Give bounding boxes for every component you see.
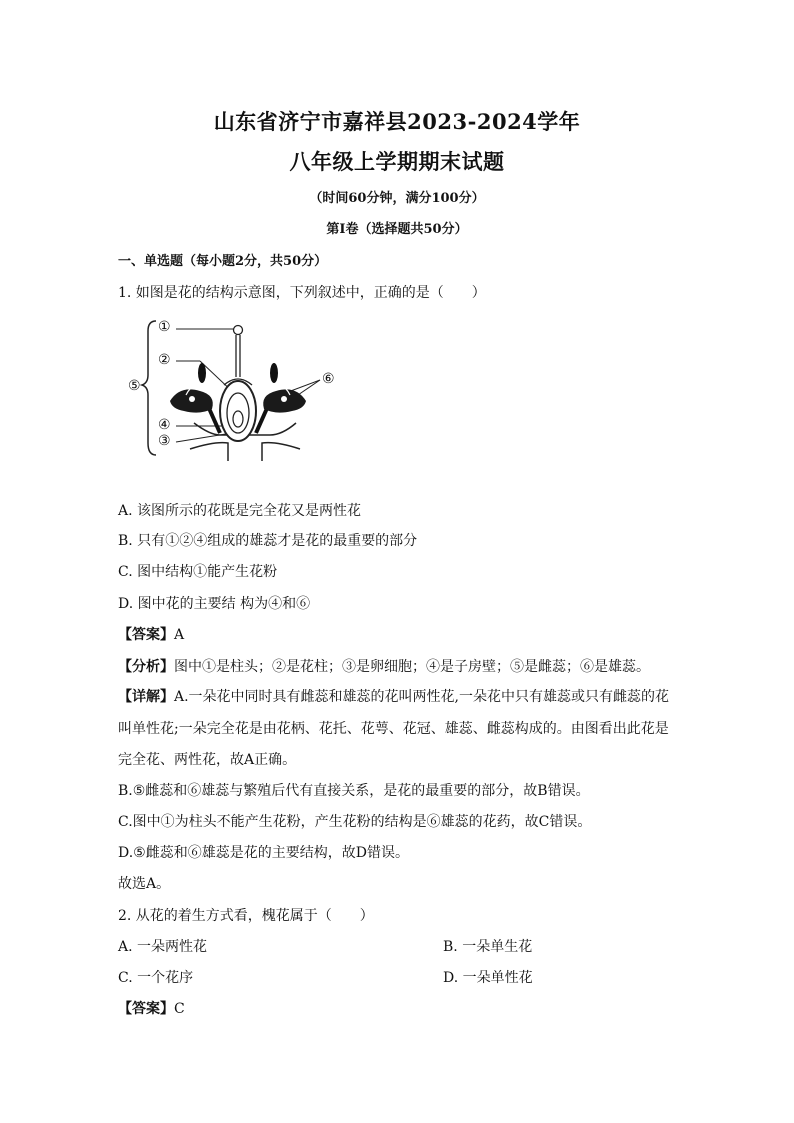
figure-label-5: ⑤: [128, 378, 141, 394]
figure-label-2: ②: [158, 352, 171, 368]
q1-explain-line-3: 完全花、两性花，故A正确。: [118, 752, 297, 768]
explain-label: 【详解】: [118, 689, 174, 705]
q1-explain-line-7: 故选A。: [118, 876, 171, 892]
q2-answer: [118, 998, 185, 1018]
flower-diagram: [120, 315, 350, 465]
section-heading: 一、单选题（每小题2分，共50分）: [118, 254, 328, 269]
q1-option-b: B. 只有①②④组成的雄蕊才是花的最重要的部分: [118, 533, 418, 549]
q1-analysis: [118, 656, 650, 676]
answer-value: A: [174, 627, 185, 643]
q1-option-a: A. 该图所示的花既是完全花又是两性花: [118, 503, 362, 519]
analysis-label: 【分析】: [118, 659, 174, 675]
q2-option-d: D. 一朵单性花: [443, 970, 533, 986]
analysis-text: 图中①是柱头；②是花柱；③是卵细胞；④是子房壁；⑤是雌蕊；⑥是雄蕊。: [174, 659, 650, 675]
q2-answer-value: C: [174, 1001, 185, 1017]
q2-option-c: C. 一个花序: [118, 970, 194, 986]
title-line-2: 八年级上学期期末试题: [289, 149, 505, 174]
q1-option-c: C. 图中结构①能产生花粉: [118, 564, 278, 580]
answer-label: 【答案】: [118, 627, 174, 643]
explain-text: A.一朵花中同时具有雌蕊和雄蕊的花叫两性花,一朵花中只有雄蕊或只有雌蕊的花: [174, 689, 670, 705]
q1-explain-line-6: D.⑤雌蕊和⑥雄蕊是花的主要结构，故D错误。: [118, 845, 409, 861]
figure-label-6: ⑥: [322, 371, 335, 387]
figure-label-4: ④: [158, 417, 171, 433]
q1-explain-line-2: 叫单性花;一朵完全花是由花柄、花托、花萼、花冠、雄蕊、雌蕊构成的。由图看出此花是: [118, 721, 669, 737]
figure-label-3: ③: [158, 433, 171, 449]
q1-explain-line-1: [118, 686, 669, 706]
q1-explain-line-4: B.⑤雌蕊和⑥雄蕊与繁殖后代有直接关系，是花的最重要的部分，故B错误。: [118, 783, 590, 799]
q2-option-a: A. 一朵两性花: [118, 939, 208, 955]
exam-info: （时间60分钟，满分100分）: [309, 191, 485, 206]
title-line-1: 山东省济宁市嘉祥县2023-2024学年: [213, 109, 581, 134]
q1-stem: 1. 如图是花的结构示意图，下列叙述中，正确的是（ ）: [118, 285, 486, 301]
q1-option-d: D. 图中花的主要结 构为④和⑥: [118, 596, 311, 612]
q2-stem: 2. 从花的着生方式看，槐花属于（ ）: [118, 908, 374, 924]
q2-answer-label: 【答案】: [118, 1001, 174, 1017]
q1-explain-line-5: C.图中①为柱头不能产生花粉，产生花粉的结构是⑥雄蕊的花药，故C错误。: [118, 814, 592, 830]
q2-option-b: B. 一朵单生花: [443, 939, 533, 955]
q1-answer: [118, 624, 184, 644]
figure-label-1: ①: [158, 319, 171, 335]
volume-heading: 第Ⅰ卷（选择题共50分）: [326, 222, 468, 237]
